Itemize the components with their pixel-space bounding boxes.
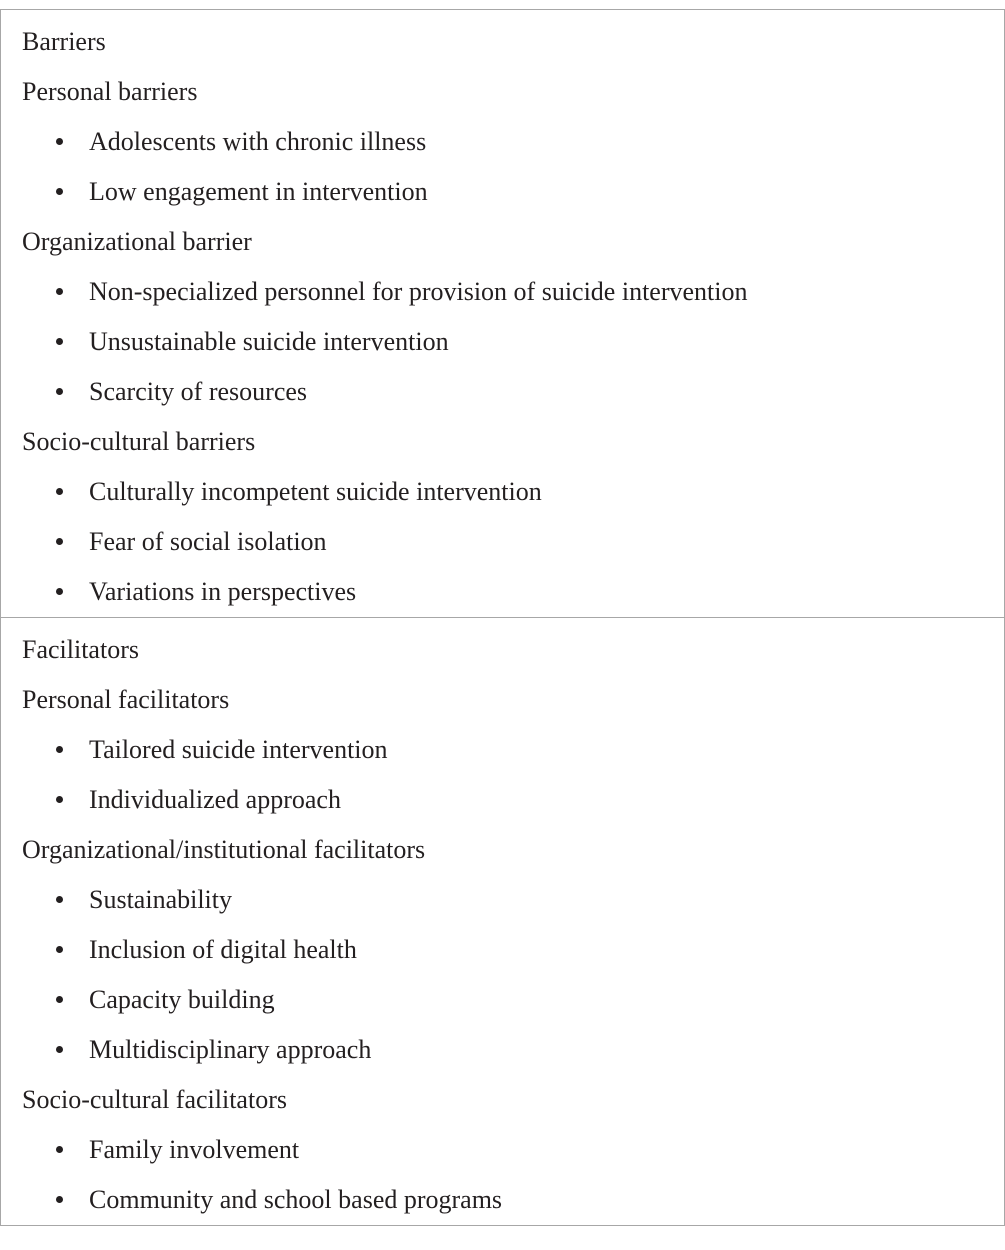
group-title: Personal barriers [22,77,198,106]
bullet-icon [56,588,63,595]
group-title: Socio-cultural facilitators [22,1085,287,1114]
list-item-text: Capacity building [89,985,275,1014]
list-item-text: Low engagement in intervention [89,177,428,206]
section-title: Barriers [22,27,106,56]
list-item [1,975,1004,1025]
bullet-icon [56,538,63,545]
barriers-facilitators-table [0,9,1005,1226]
table-section-barriers [1,10,1004,618]
bullet-icon [56,288,63,295]
section-title: Facilitators [22,635,139,664]
group-title: Socio-cultural barriers [22,427,256,456]
list-item [1,167,1004,217]
bullet-icon [56,1196,63,1203]
group-title: Organizational barrier [22,227,252,256]
bullet-icon [56,188,63,195]
list-item [1,117,1004,167]
list-item [1,875,1004,925]
table-section-facilitators [1,618,1004,1225]
list-item-text: Fear of social isolation [89,527,327,556]
list-item-text: Family involvement [89,1135,300,1164]
list-item-text: Adolescents with chronic illness [89,127,427,156]
bullet-icon [56,138,63,145]
list-item-text: Sustainability [89,885,232,914]
list-item-text: Unsustainable suicide intervention [89,327,449,356]
bullet-icon [56,388,63,395]
bullet-icon [56,946,63,953]
list-item [1,467,1004,517]
list-item [1,725,1004,775]
bullet-icon [56,338,63,345]
bullet-icon [56,1146,63,1153]
list-item-text: Community and school based programs [89,1185,503,1214]
list-item-text: Tailored suicide intervention [89,735,388,764]
list-item [1,267,1004,317]
list-item-text: Individualized approach [89,785,341,814]
list-item [1,925,1004,975]
list-item [1,775,1004,825]
bullet-icon [56,996,63,1003]
list-item-text: Non-specialized personnel for provision of suicide intervention [89,277,748,306]
list-item [1,567,1004,617]
bullet-icon [56,488,63,495]
bullet-icon [56,1046,63,1053]
group-title: Personal facilitators [22,685,230,714]
list-item [1,1175,1004,1225]
list-item [1,317,1004,367]
list-item-text: Culturally incompetent suicide intervention [89,477,542,506]
list-item-text: Variations in perspectives [89,577,357,606]
list-item-text: Scarcity of resources [89,377,308,406]
list-item [1,367,1004,417]
list-item-text: Inclusion of digital health [89,935,357,964]
group-title: Organizational/institutional facilitators [22,835,426,864]
list-item [1,517,1004,567]
bullet-icon [56,796,63,803]
list-item-text: Multidisciplinary approach [89,1035,372,1064]
list-item [1,1125,1004,1175]
bullet-icon [56,896,63,903]
bullet-icon [56,746,63,753]
list-item [1,1025,1004,1075]
